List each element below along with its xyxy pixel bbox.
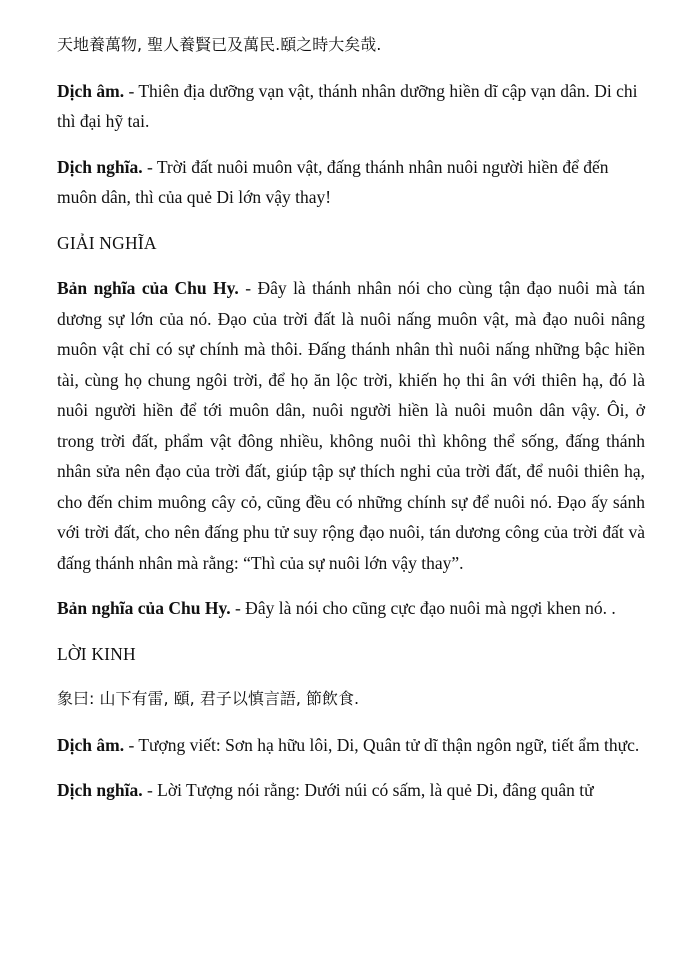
translation-paragraph (57, 775, 645, 806)
paragraph-text: - Trời đất nuôi muôn vật, đấng thánh nhân nuôi người hiền để đến muôn dân, thì của quẻ Di lớn vậy thay! (57, 156, 609, 207)
classical-chinese-text: 天地養萬物, 聖人養賢已及萬民.頤之時大矣哉. (57, 35, 382, 54)
paragraph-label: Dịch âm. (57, 80, 125, 101)
paragraph-label: Dịch nghĩa. (57, 156, 143, 177)
commentary-paragraph (57, 593, 645, 624)
commentary-paragraph (57, 273, 645, 578)
document-page (57, 30, 645, 821)
paragraph-label: Bản nghĩa của Chu Hy. (57, 598, 231, 618)
paragraph-label: Dịch âm. (57, 734, 125, 755)
phonetic-reading-paragraph (57, 730, 645, 761)
translation-paragraph (57, 152, 645, 213)
paragraph-text: - Tượng viết: Sơn hạ hữu lôi, Di, Quân tử dĩ thận ngôn ngữ, tiết ẩm thực. (124, 734, 640, 755)
paragraph-text: - Lời Tượng nói rằng: Dưới núi có sấm, là quẻ Di, đâng quân tử (142, 780, 594, 800)
paragraph-label: Dịch nghĩa. (57, 780, 143, 800)
section-heading-loi-kinh: LỜI KINH (57, 643, 136, 664)
paragraph-text: - Đây là nói cho cũng cực đạo nuôi mà ngợi khen nó. . (230, 598, 616, 618)
section-heading-giai-nghia: GIẢI NGHĨA (57, 232, 157, 253)
paragraph-text: - Đây là thánh nhân nói cho cùng tận đạo nuôi mà tán dương sự lớn của nó. Đạo của trời đất là nuôi nấng muôn vật, mà đạo nuôi nâng muôn vật chỉ có sự chính mà thôi. Đấng thánh nhân thì nuôi nấng những bậc hiền tài, cùng họ chung ngôi trời, để họ ăn lộc trời, khiến họ thi ân với thiên hạ, đó là nuôi người hiền để tới muôn dân, nuôi người hiền là nuôi muôn dân vậy. Ôi, ở trong trời đất, phẩm vật đông nhiều, không nuôi thì không thể sống, đấng thánh nhân sửa nên đạo của trời đất, giúp tập sự thích nghi của trời đất, để nuôi thiên hạ, cho đến chim muông cây cỏ, cũng đều có những chính sự để nuôi nó. Đạo ấy sánh với trời đất, cho nên đấng phu tử suy rộng đạo nuôi, tán dương công của trời đất và đấng thánh nhân mà rằng: “Thì của sự nuôi lớn vậy thay”. (57, 278, 645, 573)
paragraph-text: - Thiên địa dưỡng vạn vật, thánh nhân dưỡng hiền dĩ cập vạn dân. Di chi thì đại hỹ tai. (57, 80, 638, 131)
phonetic-reading-paragraph (57, 76, 645, 137)
paragraph-label: Bản nghĩa của Chu Hy. (57, 278, 239, 298)
classical-chinese-text: 象曰: 山下有雷, 頤, 君子以慎言語, 節飲食. (57, 689, 360, 708)
